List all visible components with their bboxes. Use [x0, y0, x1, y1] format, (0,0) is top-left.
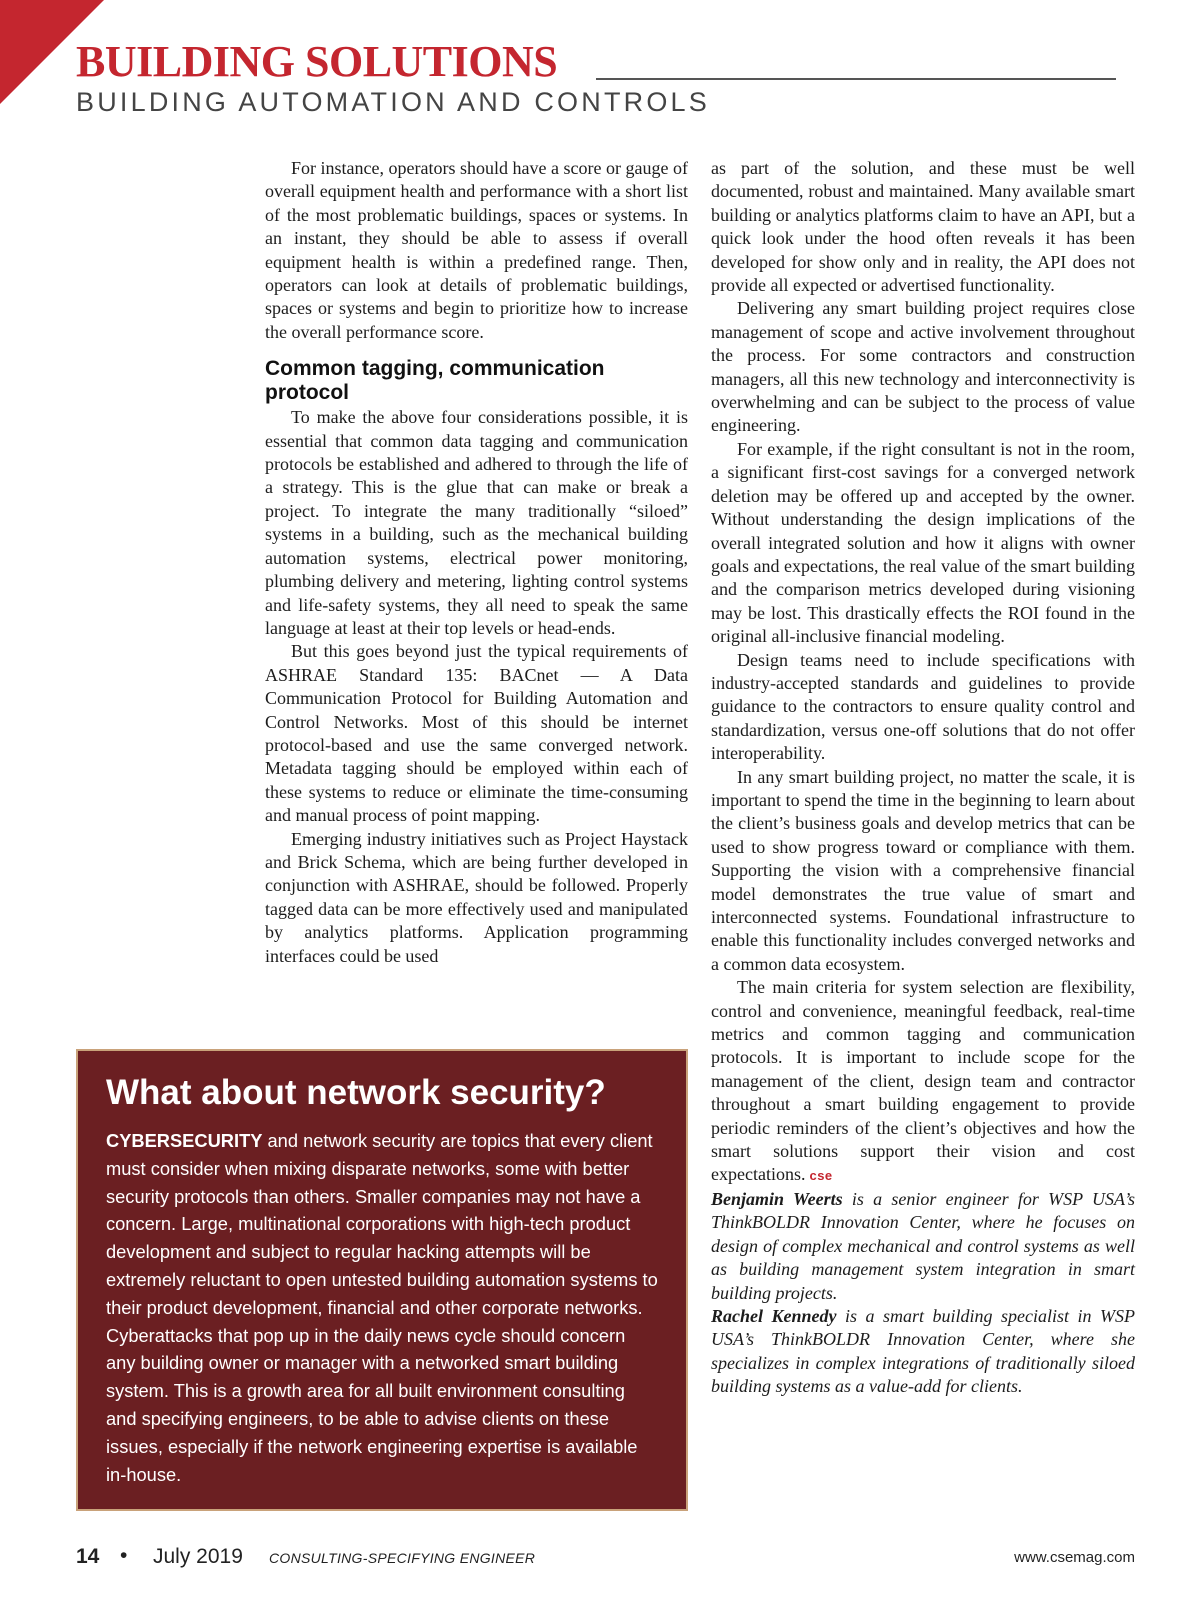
article-subheading: Common tagging, communication protocol [265, 357, 605, 405]
cse-end-mark-logo: cse [809, 1168, 833, 1184]
issue-date: July 2019 [153, 1545, 243, 1568]
article-paragraph-final [711, 976, 1135, 1188]
article-paragraph: For example, if the right consultant is not in the room, a significant first-cost savings for a converged network deletion may be offered up and accepted by the owner. Without understanding the design implications of the overall integrated solution and how it aligns with owner goals and expectations, the real value of the smart building and the comparison metrics developed during visioning may be lost. This drastically effects the ROI found in the original all-inclusive financial modeling. [711, 438, 1135, 647]
magazine-name: CONSULTING-SPECIFYING ENGINEER [269, 1550, 536, 1566]
website-link[interactable]: www.csemag.com [1014, 1549, 1135, 1566]
section-title: BUILDING SOLUTIONS [76, 37, 558, 86]
sidebar-title: What about network security? [106, 1073, 606, 1112]
footer-bullet: • [120, 1544, 128, 1567]
network-security-sidebar [76, 1049, 688, 1511]
title-rule-divider [596, 78, 1116, 80]
sidebar-body [106, 1127, 658, 1488]
article-paragraph: Design teams need to include specifications with industry-accepted standards and guidelines to provide guidance to the contractors to ensure quality control and standardization, versus one-off solutions that do not offer interoperability. [711, 649, 1135, 764]
section-subtitle: BUILDING AUTOMATION AND CONTROLS [76, 87, 710, 117]
author-name: Benjamin Weerts [711, 1188, 843, 1209]
page-number: 14 [76, 1545, 100, 1568]
article-paragraph: To make the above four considerations possible, it is essential that common data tagging and communication protocols be established and adhered to through the life of a strategy. This is the glue that can make or break a project. To integrate the many traditionally “siloed” systems in a building, such as the mechanical building automation systems, electrical power monitoring, plumbing delivery and metering, lighting control systems and life-safety systems, they all need to speak the same language at least at their top levels or head-ends. [265, 407, 688, 638]
author-bio [711, 1188, 1135, 1305]
article-paragraph: But this goes beyond just the typical requirements of ASHRAE Standard 135: BACnet — A Data Communication Protocol for Building Automation and Control Networks. Most of this should be internet protocol-based and use the same converged network. Metadata tagging should be employed within each of these systems to reduce or eliminate the time-consuming and manual process of point mapping. [265, 641, 688, 826]
article-paragraph: as part of the solution, and these must be well documented, robust and maintained. Many available smart building or analytics platforms claim to have an API, but a quick look under the hood often reveals it has been developed for show only and in reality, the API does not provide all expected or advertised functionality. [711, 158, 1135, 296]
page-footer [76, 1545, 1135, 1575]
sidebar-lead-word: CYBERSECURITY [106, 1130, 263, 1151]
article-paragraph: Delivering any smart building project requires close management of scope and active involvement throughout the process. For some contractors and construction managers, all this new technology and interconnectivity is overwhelming and can be subject to the process of value engineering. [711, 298, 1135, 436]
author-name: Rachel Kennedy [711, 1305, 837, 1326]
article-column-middle [265, 157, 688, 968]
article-paragraph: In any smart building project, no matter the scale, it is important to spend the time in the beginning to learn about the client’s business goals and develop metrics that can be used to show progress toward or compliance with them. Supporting the vision with a comprehensive financial model demonstrates the true value of smart and interconnected systems. Foundational infrastructure to enable this functionality includes converged networks and a common data ecosystem. [711, 766, 1135, 974]
article-paragraph-text: The main criteria for system selection are flexibility, control and convenience, meaningful feedback, real-time metrics and common tagging and communication protocols. It is important to include scope for the management of the client, design team and contractor throughout a smart building engagement to provide periodic reminders of the client’s objectives and how the smart solutions support their vision and cost expectations. [711, 977, 1135, 1185]
sidebar-body-text: and network security are topics that every client must consider when mixing disparate networks, some with better security protocols than others. Smaller companies may not have a concern. Large, multinational corporations with high-tech product development and subject to regular hacking attempts will be extremely reluctant to open untested building automation systems to their product development, financial and other corporate networks. Cyberattacks that pop up in the daily news cycle should concern any building owner or manager with a networked smart building system. This is a growth area for all built environment consulting and specifying engineers, to be able to advise clients on these issues, especially if the network engineering expertise is available in-house. [106, 1130, 658, 1485]
article-paragraph: Emerging industry initiatives such as Project Haystack and Brick Schema, which are being further developed in conjunction with ASHRAE, should be followed. Properly tagged data can be more effectively used and manipulated by analytics platforms. Application programming interfaces could be used [265, 828, 688, 966]
article-paragraph: For instance, operators should have a score or gauge of overall equipment health and performance with a short list of the most problematic buildings, spaces or systems. In an instant, they should be able to assess if overall equipment health is within a predefined range. Then, operators can look at details of problematic buildings, spaces or systems and begin to prioritize how to increase the overall performance score. [265, 158, 688, 342]
author-bio-text: is a senior engineer for WSP USA’s ThinkBOLDR Innovation Center, where he focuses on design of complex mechanical and control systems as well as building management system integration in smart building projects. [711, 1188, 1135, 1303]
author-bio-text: is a smart building specialist in WSP USA’s ThinkBOLDR Innovation Center, where she specializes in complex integrations of traditionally siloed building systems as a value-add for clients. [711, 1305, 1135, 1397]
article-column-right [711, 157, 1135, 1399]
author-bio [711, 1305, 1135, 1399]
